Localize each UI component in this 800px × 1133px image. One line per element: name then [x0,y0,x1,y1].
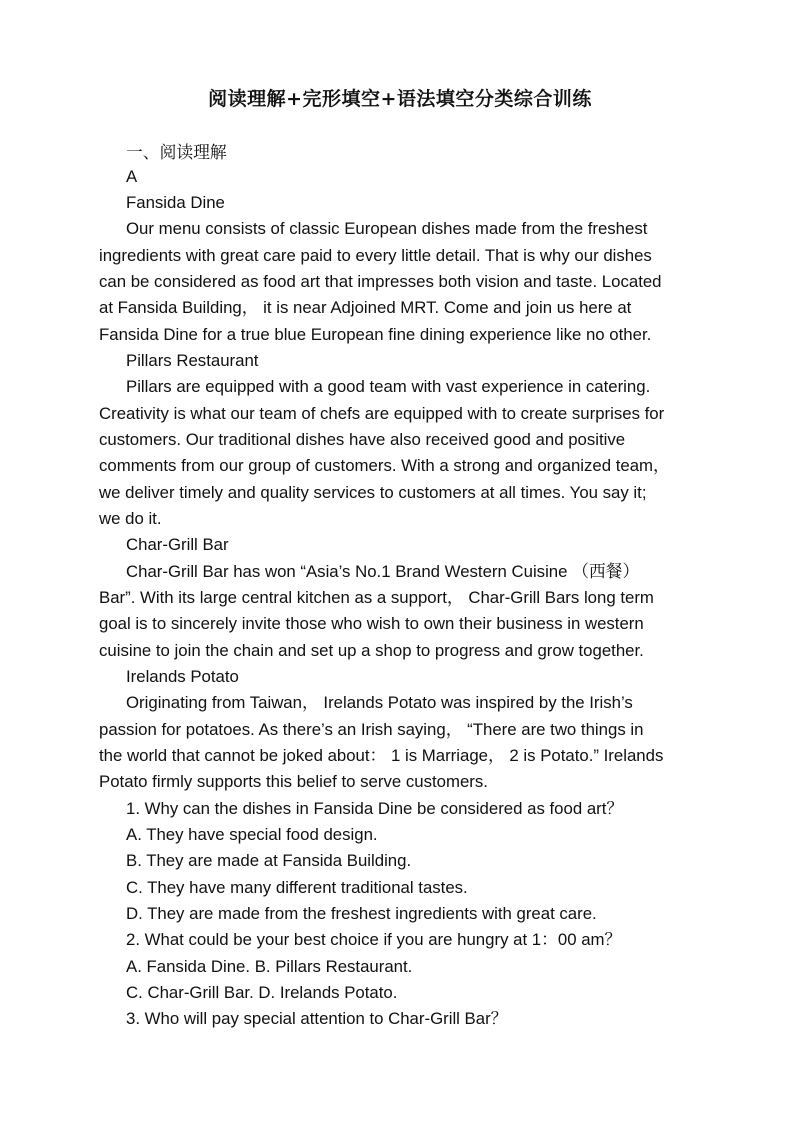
ad-text-line: comments from our group of customers. With a strong and organized team， [99,456,670,475]
section-heading: 一、阅读理解 [126,142,227,162]
ad-text-line: Our menu consists of classic European dishes made from the freshest [126,219,648,238]
answer-option: A. Fansida Dine. B. Pillars Restaurant. [126,957,413,976]
ad-text-line: customers. Our traditional dishes have also received good and positive [99,430,626,449]
question-stem: 2. What could be your best choice if you are hungry at 1：00 am？ [126,930,622,949]
ad-text-line: Creativity is what our team of chefs are equipped with to create surprises for [99,404,665,423]
ad-title-char-grill-bar: Char-Grill Bar [126,535,229,554]
ad-text-line: Fansida Dine for a true blue European fine dining experience like no other. [99,325,652,344]
ad-title-irelands-potato: Irelands Potato [126,667,239,686]
ad-text-line: Originating from Taiwan， Irelands Potato was inspired by the Irish’s [126,693,633,712]
question-stem: 1. Why can the dishes in Fansida Dine be considered as food art？ [126,799,624,818]
passage-label: A [126,167,138,186]
ad-text-line: Potato firmly supports this belief to serve customers. [99,772,488,791]
answer-option: D. They are made from the freshest ingredients with great care. [126,904,597,923]
ad-text-line: the world that cannot be joked about： 1 is Marriage， 2 is Potato.” Irelands [99,746,664,765]
page-title: 阅读理解+完形填空+语法填空分类综合训练 [208,88,592,110]
ad-text-line: cuisine to join the chain and set up a shop to progress and grow together. [99,641,644,660]
answer-option: C. Char-Grill Bar. D. Irelands Potato. [126,983,398,1002]
ad-text-line: Char-Grill Bar has won “Asia’s No.1 Brand Western Cuisine （西餐） [126,562,640,581]
ad-text-line: Pillars are equipped with a good team with vast experience in catering. [126,377,651,396]
ad-text-line: goal is to sincerely invite those who wish to own their business in western [99,614,644,633]
answer-option: A. They have special food design. [126,825,378,844]
ad-title-fansida-dine: Fansida Dine [126,193,225,212]
ad-text-line: can be considered as food art that impresses both vision and taste. Located [99,272,662,291]
ad-text-line: we deliver timely and quality services to customers at all times. You say it; [99,483,647,502]
ad-text-line: passion for potatoes. As there’s an Irish saying， “There are two things in [99,720,644,739]
ad-text-line: Bar”. With its large central kitchen as a support， Char-Grill Bars long term [99,588,654,607]
ad-title-pillars-restaurant: Pillars Restaurant [126,351,259,370]
ad-text-line: we do it. [99,509,162,528]
ad-text-line: at Fansida Building， it is near Adjoined MRT. Come and join us here at [99,298,632,317]
answer-option: B. They are made at Fansida Building. [126,851,412,870]
answer-option: C. They have many different traditional tastes. [126,878,468,897]
question-stem: 3. Who will pay special attention to Char-Grill Bar？ [126,1009,508,1028]
ad-text-line: ingredients with great care paid to every little detail. That is why our dishes [99,246,652,265]
